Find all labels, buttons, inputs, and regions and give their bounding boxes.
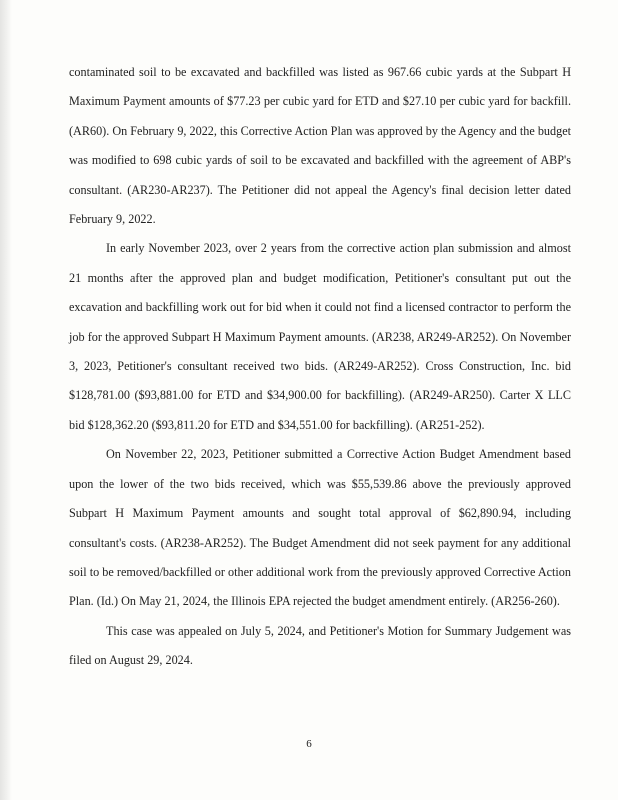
paragraph-appeal: This case was appealed on July 5, 2024, and Petitioner's Motion for Summary Judgement was filed on August 29, 2024. [69, 623, 571, 668]
document-body [69, 58, 571, 676]
page-number: 6 [306, 738, 312, 750]
paragraph-continued: contaminated soil to be excavated and backfilled was listed as 967.66 cubic yards at the Subpart H Maximum Payment amounts of $77.23 per cubic yard for ETD and $27.10 per cubic yard for backfill. (AR60). On February 9, 2022, this Corrective Action Plan was approved by the Agency and the budget was modified to 698 cubic yards of soil to be excavated and backfilled with the agreement of ABP's consultant. (AR230-AR237). The Petitioner did not appeal the Agency's final decision letter dated February 9, 2022. [69, 65, 571, 227]
scan-edge-shadow [0, 0, 12, 800]
paragraph-bids: In early November 2023, over 2 years from the corrective action plan submission and almost 21 months after the approved plan and budget modification, Petitioner's consultant put out the excavation and backfilling work out for bid when it could not find a licensed contractor to perform the job for the approved Subpart H Maximum Payment amounts. (AR238, AR249-AR252). On November 3, 2023, Petitioner's consultant received two bids. (AR249-AR252). Cross Construction, Inc. bid $128,781.00 ($93,881.00 for ETD and $34,900.00 for backfilling). (AR249-AR250). Carter X LLC bid $128,362.20 ($93,811.20 for ETD and $34,551.00 for backfilling). (AR251-252). [69, 241, 571, 432]
paragraph-budget-amendment: On November 22, 2023, Petitioner submitted a Corrective Action Budget Amendment based upon the lower of the two bids received, which was $55,539.86 above the previously approved Subpart H Maximum Payment amounts and sought total approval of $62,890.94, including consultant's costs. (AR238-AR252). The Budget Amendment did not seek payment for any additional soil to be removed/backfilled or other additional work from the previously approved Corrective Action Plan. (Id.) On May 21, 2024, the Illinois EPA rejected the budget amendment entirely. (AR256-260). [69, 447, 571, 609]
